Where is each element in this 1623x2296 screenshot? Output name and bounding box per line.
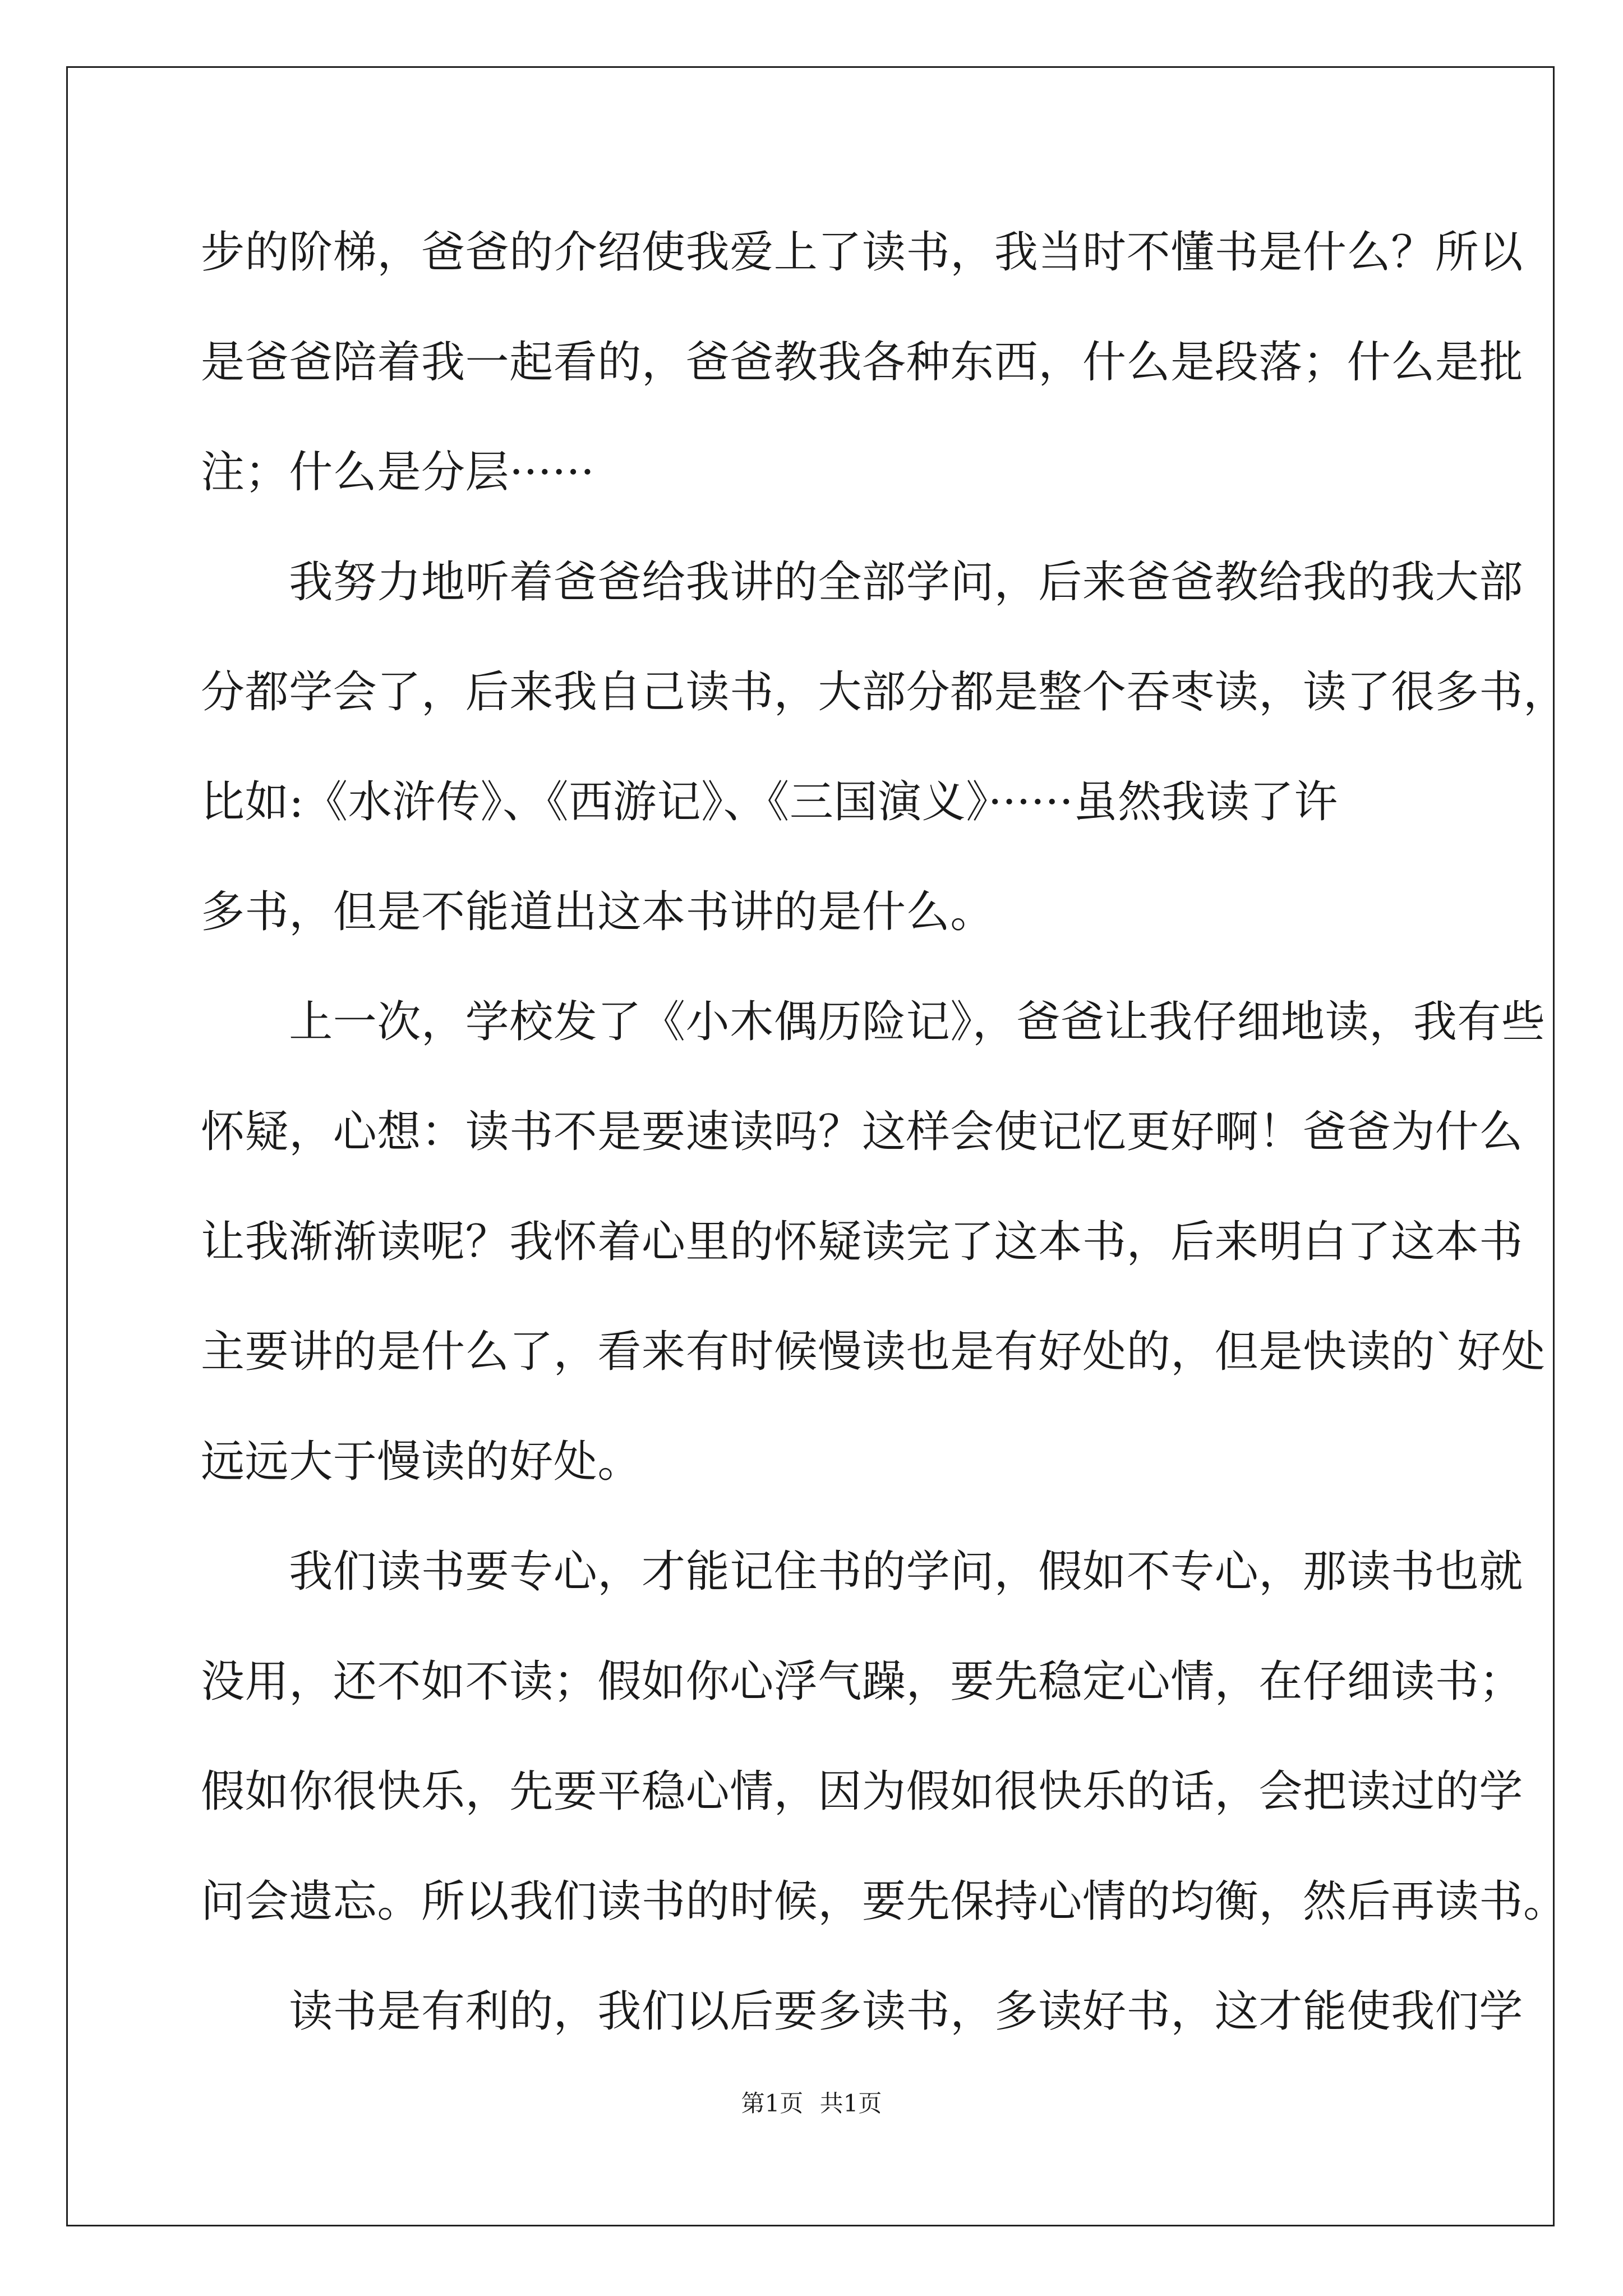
text-line: 比如:《水浒传》、《西游记》、《三国演义》······虽然我读了许 [201, 777, 1338, 827]
page-total: 共1页 [819, 2090, 882, 2117]
text-line: 步的阶梯，爸爸的介绍使我爱上了读书，我当时不懂书是什么？所以 [201, 227, 1524, 278]
document-body [201, 219, 1567, 2088]
text-line: 让我渐渐读呢？我怀着心里的怀疑读完了这本书，后来明白了这本书 [201, 1217, 1524, 1267]
text-line: 怀疑，心想：读书不是要速读吗？这样会使记忆更好啊！爸爸为什么 [201, 1107, 1524, 1157]
text-line: 问会遗忘。所以我们读书的时候，要先保持心情的均衡，然后再读书。 [201, 1876, 1567, 1927]
text-line: 我努力地听着爸爸给我讲的全部学问，后来爸爸教给我的我大部 [201, 557, 1524, 608]
text-line: 没用，还不如不读；假如你心浮气躁，要先稳定心情，在仔细读书； [201, 1657, 1524, 1707]
text-line: 分都学会了，后来我自己读书，大部分都是整个吞枣读，读了很多书， [201, 667, 1567, 717]
text-line: 我们读书要专心，才能记住书的学问，假如不专心，那读书也就 [201, 1547, 1524, 1597]
page-footer [0, 2087, 1623, 2120]
text-line: 多书，但是不能道出这本书讲的是什么。 [201, 887, 994, 937]
text-line: 主要讲的是什么了，看来有时候慢读也是有好处的，但是快读的`好处 [201, 1327, 1546, 1377]
text-line: 假如你很快乐，先要平稳心情，因为假如很快乐的话，会把读过的学 [201, 1766, 1524, 1817]
text-line: 注；什么是分层······ [201, 447, 595, 498]
text-line: 远远大于慢读的好处。 [201, 1437, 642, 1487]
text-line: 读书是有利的，我们以后要多读书，多读好书，这才能使我们学 [201, 1986, 1524, 2037]
text-line: 上一次，学校发了《小木偶历险记》，爸爸让我仔细地读，我有些 [201, 997, 1546, 1047]
text-line: 是爸爸陪着我一起看的，爸爸教我各种东西，什么是段落；什么是批 [201, 337, 1524, 388]
page-number: 第1页 [741, 2090, 804, 2117]
